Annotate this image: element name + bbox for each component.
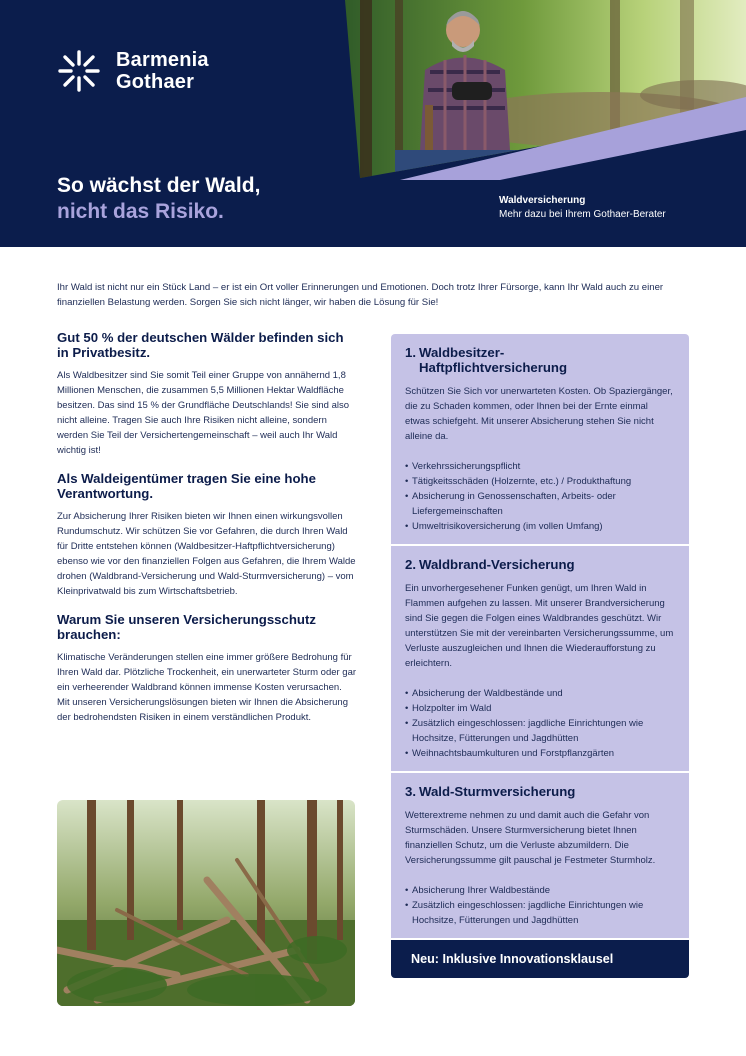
section-text: Als Waldbesitzer sind Sie somit Teil einer Gruppe von annähernd 1,8 Millionen Menschen, die zusammen 5,5 Millionen Hektar Waldfläche besitzen. Das sind 15 % der Grundfläche Deutschlands! Sie sind also nicht alleine. Tragen Sie auch Ihre Risiken nicht alleine, sondern werden Sie Teil der Versichertengemeinschaft – weil auch Ihr Wald wichtig ist! xyxy=(57,370,350,456)
title-line-2: nicht das Risiko. xyxy=(57,200,224,223)
header-banner xyxy=(0,0,746,247)
section-private-ownership xyxy=(57,330,357,458)
innovation-clause-banner: Neu: Inklusive Innovationsklausel xyxy=(391,940,689,978)
box-title-line-1: Waldbrand-Versicherung xyxy=(419,557,575,572)
box-text: Wetterextreme nehmen zu und damit auch die Gefahr von Sturmschäden. Unsere Sturmversicherung bietet Ihnen finanziellen Schutz, um die Verluste abzumildern. Die Versicherungssumme gilt pauschal je Festmeter Sturmholz. xyxy=(405,810,656,866)
box-heading xyxy=(405,557,675,572)
section-text: Klimatische Veränderungen stellen eine immer größere Bedrohung für Ihren Wald dar. Plötzliche Trockenheit, ein unerwarteter Sturm oder gar ein verheerender Waldbrand können immense Kosten verursachen. Mit unseren Versicherungslösungen bieten wir Ihnen die Absicherung der bedrohendsten Risiken in einem verständlichen Produkt. xyxy=(57,652,357,723)
section-heading: Als Waldeigentümer tragen Sie eine hohe Verantwortung. xyxy=(57,471,316,501)
bullet-item: • Umweltrisikoversicherung (im vollen Umfang) xyxy=(405,519,675,534)
box-title-line-1: Wald-Sturmversicherung xyxy=(419,784,576,799)
box-bullet-list xyxy=(405,686,675,761)
box-number: 2. xyxy=(405,557,416,572)
box-bullet-list xyxy=(405,883,675,928)
box-title-line-2: Haftpflichtversicherung xyxy=(419,360,568,375)
box-number: 3. xyxy=(405,784,416,799)
bullet-item: • Verkehrssicherungspflicht xyxy=(405,459,675,474)
logo-burst-icon xyxy=(56,48,102,94)
bullet-item: • Holzpolter im Wald xyxy=(405,701,675,716)
page-title xyxy=(57,173,260,225)
section-responsibility xyxy=(57,471,357,599)
section-why-insurance xyxy=(57,612,357,725)
section-heading: Gut 50 % der deutschen Wälder befinden sich in Privatbesitz. xyxy=(57,330,344,360)
box-text: Schützen Sie Sich vor unerwarteten Kosten. Ob Spaziergänger, die zu Schaden kommen, oder Ihnen bei der Ernte einmal etwas schiefgeht. Mit unserer Absicherung stehen Sie nicht alleine da. xyxy=(405,386,673,442)
product-name: Waldversicherung xyxy=(499,195,586,206)
section-text: Zur Absicherung Ihrer Risiken bieten wir Ihnen einen wirkungsvollen Rundumschutz. Wir schützen Sie vor Gefahren, die durch Ihren Wald für Dritte entstehen können (Waldbesitzer-Haftpflichtversicherung) ebenso wie vor den finanziellen Folgen aus Gefahren, die Ihrem Walde drohen (Waldbrand-Versicherung und Wald-Sturmversicherung) – vom Kleinprivatwald bis zum Wirtschaftsbetrieb. xyxy=(57,511,356,597)
box-bullet-list xyxy=(405,459,675,534)
intro-paragraph: Ihr Wald ist nicht nur ein Stück Land – er ist ein Ort voller Erinnerungen und Emotionen. Doch trotz Ihrer Fürsorge, kann Ihr Wald auch zu einer finanziellen Belastung werden. Sorgen Sie sich nicht länger, wir haben die Lösung für Sie! xyxy=(57,282,664,308)
bullet-item: • Zusätzlich eingeschlossen: jagdliche Einrichtungen wie Hochsitze, Fütterungen und Jagdhütten xyxy=(405,716,675,746)
box-number: 1. xyxy=(405,345,416,360)
storm-damaged-forest-photo xyxy=(57,800,355,1006)
box-title-line-1: Waldbesitzer- xyxy=(419,345,505,360)
brand-logo xyxy=(56,48,209,94)
brand-line-1: Barmenia xyxy=(116,49,209,71)
section-heading: Warum Sie unseren Versicherungsschutz brauchen: xyxy=(57,612,316,642)
left-column xyxy=(57,330,357,738)
bullet-item: • Tätigkeitsschäden (Holzernte, etc.) / Produkthaftung xyxy=(405,474,675,489)
advisor-note: Mehr dazu bei Ihrem Gothaer-Berater xyxy=(499,209,666,220)
bullet-item: • Absicherung in Genossenschaften, Arbeits- oder Liefergemeinschaften xyxy=(405,489,675,519)
box-heading xyxy=(405,784,675,799)
bullet-item: • Weihnachtsbaumkulturen und Forstpflanzgärten xyxy=(405,746,675,761)
bullet-item: • Zusätzlich eingeschlossen: jagdliche Einrichtungen wie Hochsitze, Fütterungen und Jagdhütten xyxy=(405,898,675,928)
brand-name xyxy=(116,49,209,93)
box-text: Ein unvorhergesehener Funken genügt, um Ihren Wald in Flammen aufgehen zu lassen. Mit unserer Brandversicherung sind Sie gegen die Folgen eines Waldbrandes geschützt. Wir unterstützen Sie mit der vereinbarten Versicherungssumme, um Verluste auszugleichen und Ihnen die Wiederaufforstung zu erleichtern. xyxy=(405,583,674,669)
box-forest-fire-insurance xyxy=(391,546,689,773)
bullet-item: • Absicherung Ihrer Waldbestände xyxy=(405,883,675,898)
title-line-1: So wächst der Wald, xyxy=(57,174,261,197)
brand-line-2: Gothaer xyxy=(116,71,195,93)
header-info xyxy=(499,194,666,222)
bullet-item: • Absicherung der Waldbestände und xyxy=(405,686,675,701)
box-heading xyxy=(405,345,675,375)
box-liability-insurance xyxy=(391,334,689,546)
right-column xyxy=(391,334,689,978)
box-storm-insurance xyxy=(391,773,689,940)
